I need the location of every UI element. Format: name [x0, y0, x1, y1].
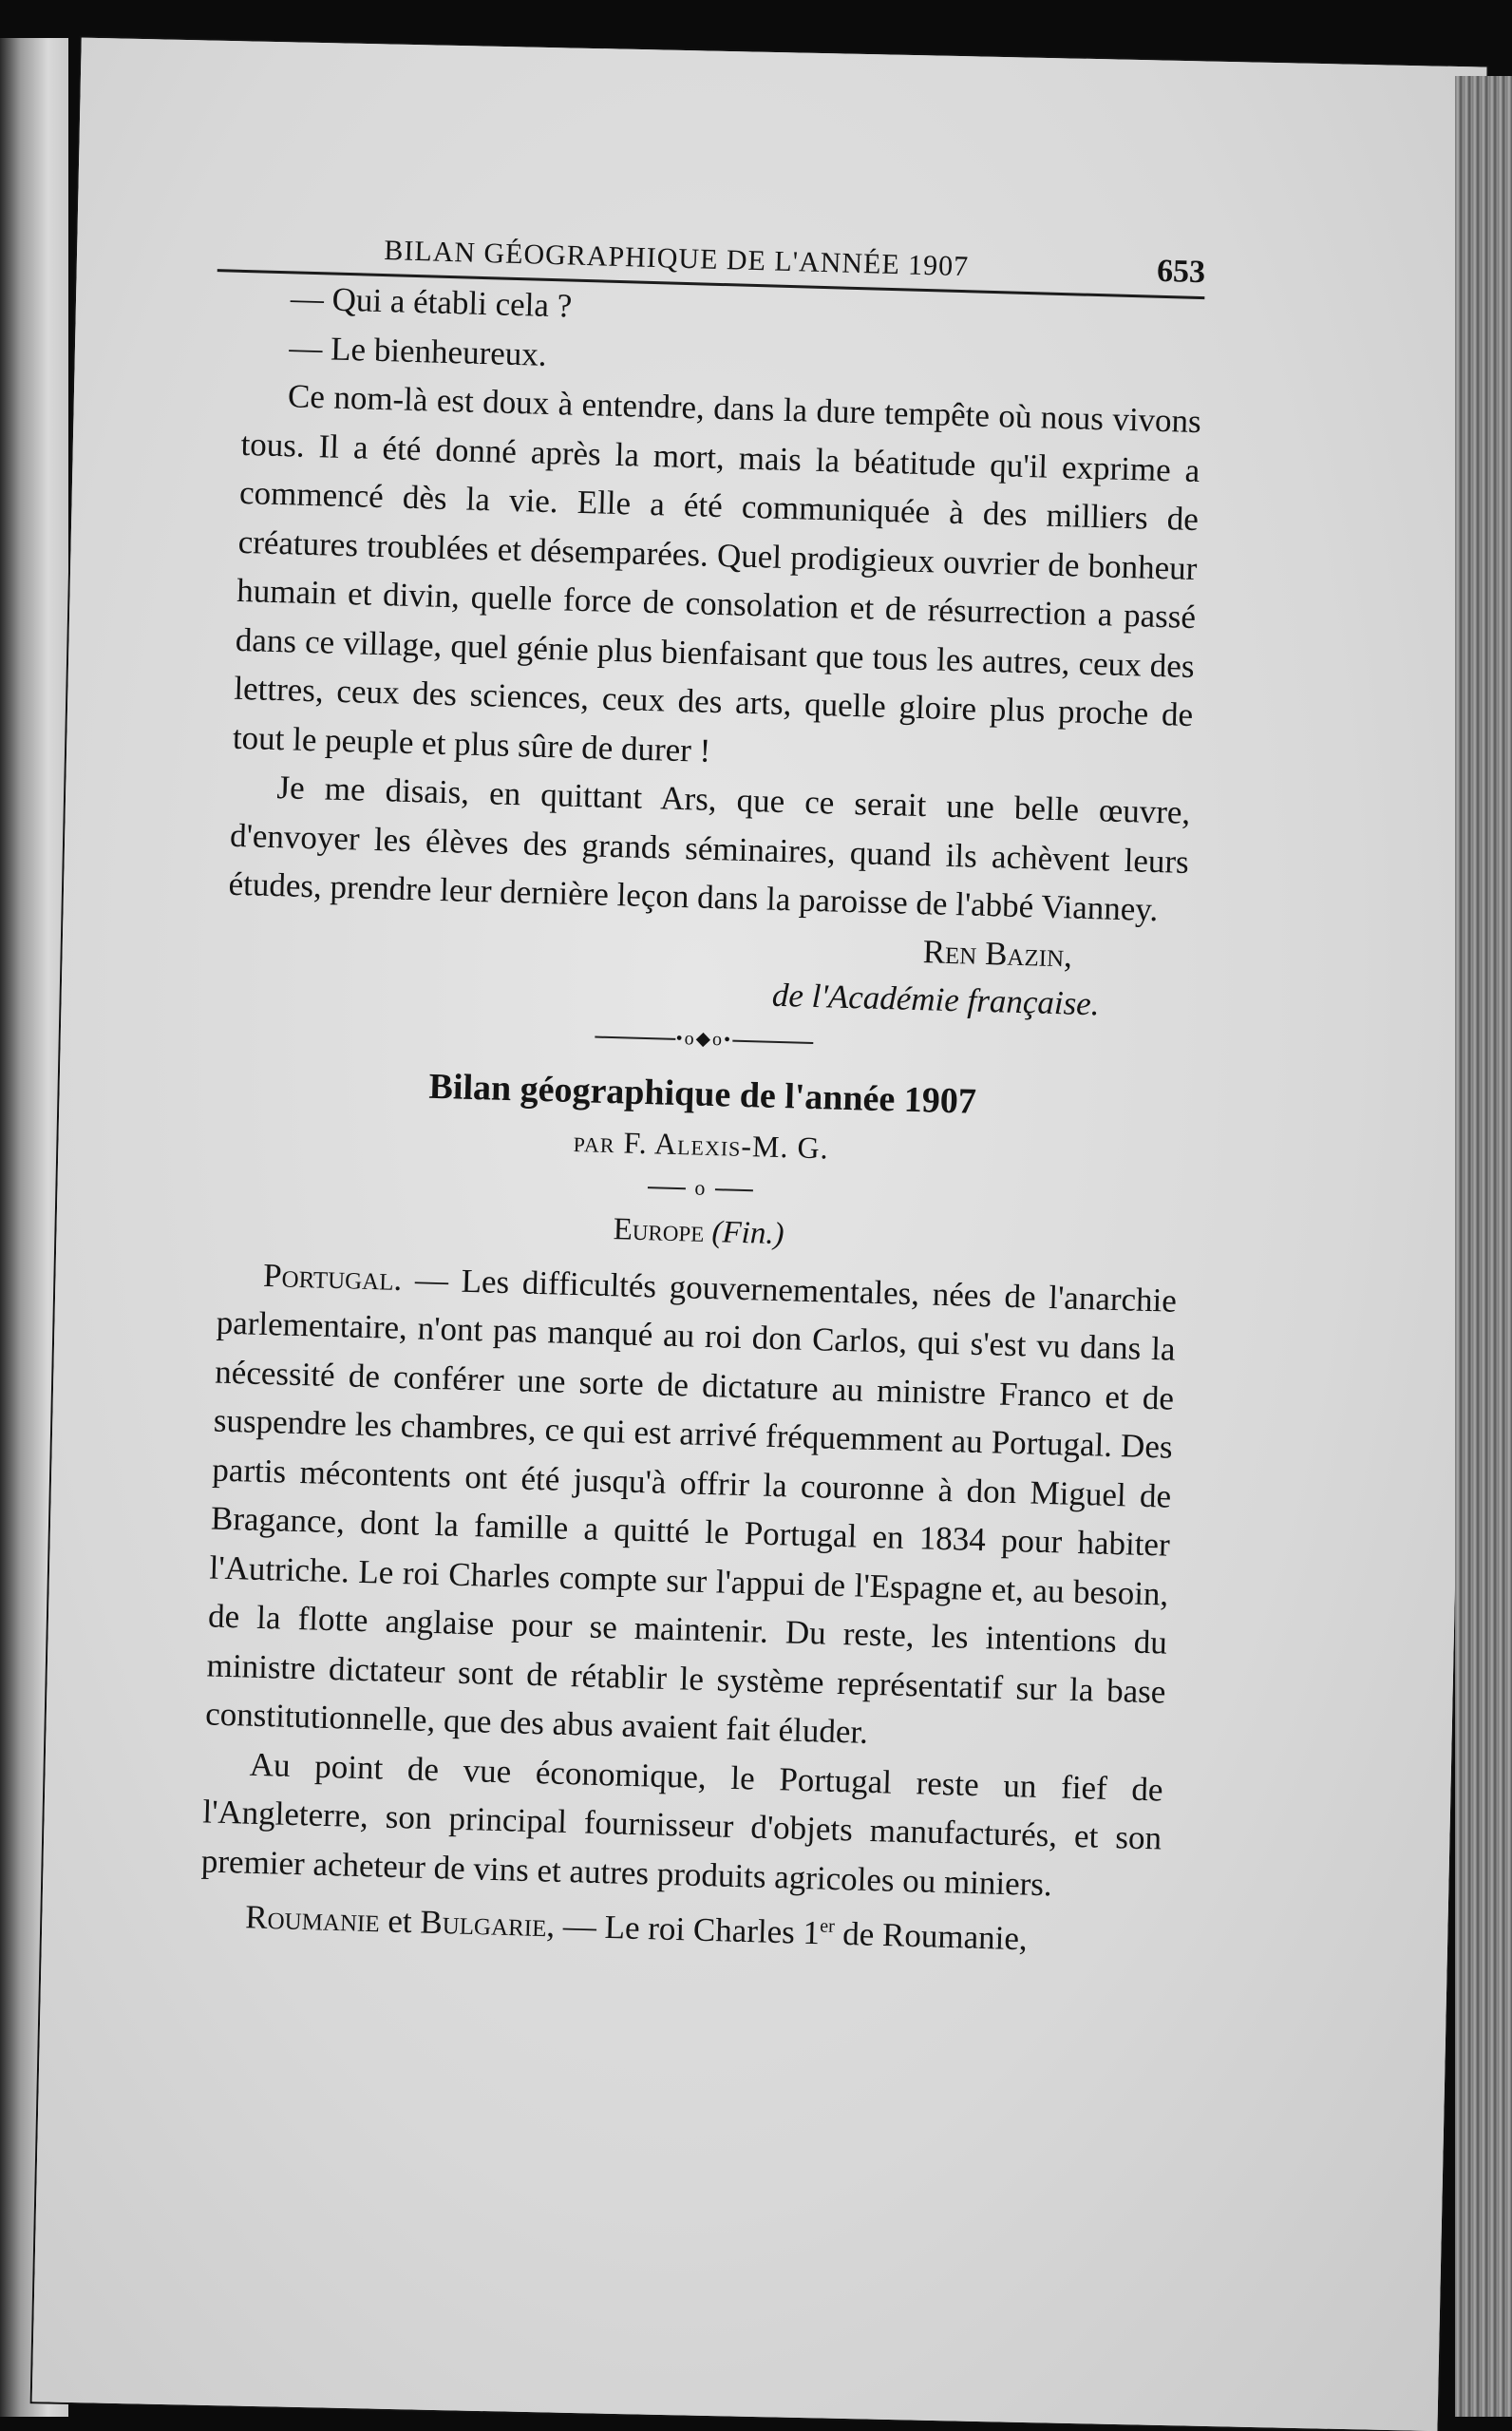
running-title: BILAN GÉOGRAPHIQUE DE L'ANNÉE 1907 — [383, 235, 970, 283]
paragraph-text: Au point de vue économique, le Portugal reste un fief de l'Angleterre, son principal fournisseur d'objets manufacturés, et son premier acheteur de vins et autres produits agricoles ou miniers. — [200, 1745, 1164, 1903]
page-number: 653 — [1156, 253, 1206, 291]
dialog-line-1: — Qui a établi cela ? — [290, 279, 573, 325]
section-mark: o — [694, 1175, 706, 1200]
section-title-main: Europe — [613, 1211, 705, 1249]
paragraph-tail: de Roumanie, — [834, 1914, 1029, 1958]
paragraph-lead: Roumanie — [244, 1898, 381, 1940]
body-paragraph: Ce nom-là est doux à entendre, dans la dure tempête où nous vivons tous. Il a été donné après la mort, mais la béatitude qu'il exprime a commencé dès la vie. Elle a été communiquée à des milliers de créatures troublées et désemparées. Quel prodigieux ouvrier de bonheur humain et divin, quelle force de consolation et de résurrection a passé dans ce village, quel génie plus bienfaisant que tous les autres, ceux des lettres, ceux des sciences, ceux des arts, quelle gloire plus proche de tout le peuple et plus sûre de durer ! — [232, 377, 1202, 769]
ornament-glyph: •o◆o• — [675, 1027, 733, 1051]
article-byline: par F. Alexis-M. G. — [573, 1123, 830, 1165]
dialog-line-2: — Le bienheureux. — [288, 328, 548, 373]
body-paragraph — [200, 1738, 1163, 1912]
body-paragraph — [205, 1249, 1178, 1765]
body-paragraph: Je me disais, en quittant Ars, que ce serait une belle œuvre, d'envoyer les élèves des grands séminaires, quand ils achèvent leurs études, prendre leur dernière leçon dans la paroisse de l'abbé Vianney. — [228, 769, 1191, 929]
paragraph-joiner: et — [379, 1902, 421, 1941]
paragraph-lead: Portugal. — [262, 1256, 403, 1298]
article-title: Bilan géographique de l'année 1907 — [428, 1066, 977, 1122]
paragraph-lead-2: Bulgarie, — [419, 1903, 556, 1945]
page-content — [199, 228, 1206, 1967]
section-title-suffix: (Fin.) — [711, 1214, 785, 1251]
paragraph-text: — Le roi Charles 1 — [554, 1907, 821, 1952]
superscript: er — [819, 1915, 836, 1937]
author-signature: Ren Bazin, — [922, 932, 1073, 975]
page-stack-edge — [1455, 76, 1512, 2417]
paragraph-text: — Les difficultés gouvernementales, nées de l'anarchie parlementaire, n'ont pas manqué au roi don Carlos, qui s'est vu dans la nécessité de conférer une sorte de dictature au ministre Franco et de suspendre les chambres, ce qui est arrivé fréquemment au Portugal. Des partis mécontents ont été jusqu'à offrir la couronne à don Miguel de Bragance, dont la famille a quitté le Portugal en 1834 pour habiter l'Autriche. Le roi Charles compte sur l'appui de l'Espagne et, au besoin, de la flotte anglaise pour se maintenir. Du reste, les intentions du ministre dictateur sont de rétablir le système représentatif sur la base constitutionnelle, que des abus avaient fait éluder. — [204, 1260, 1178, 1751]
author-affiliation: de l'Académie française. — [771, 976, 1101, 1022]
